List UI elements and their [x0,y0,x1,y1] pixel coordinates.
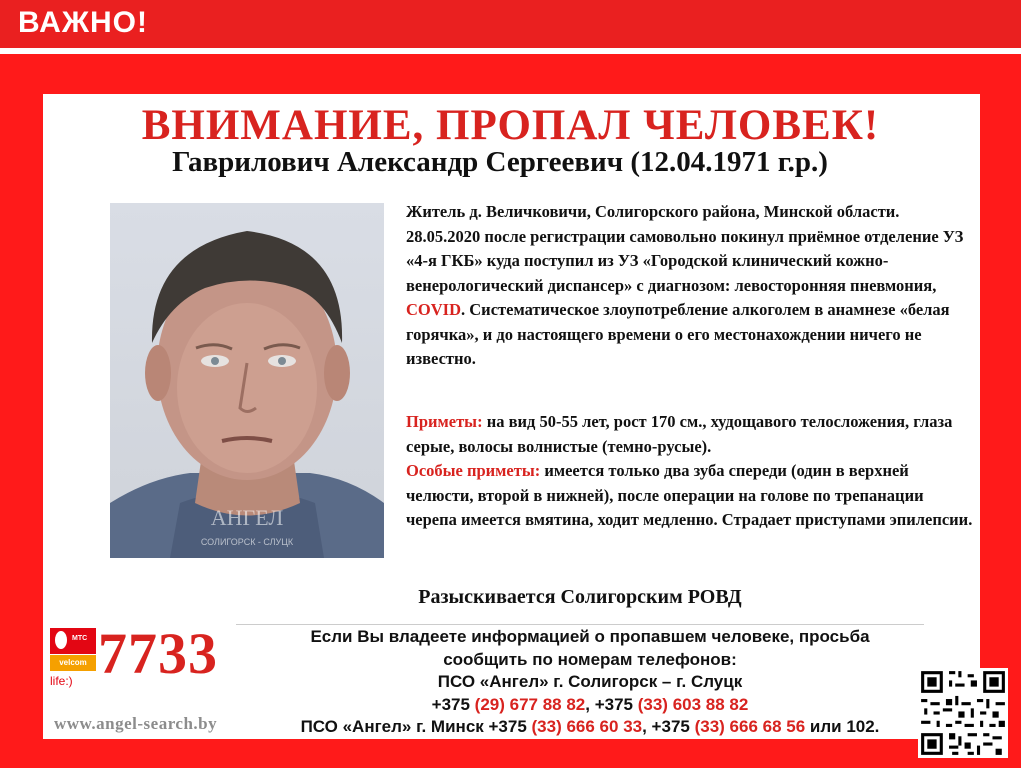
description-covid: COVID [406,300,462,319]
mobile-operators-logos [50,628,96,690]
qr-code-graphic [918,668,1008,758]
website-link[interactable]: www.angel-search.by [54,714,218,733]
contact-line-4 [250,694,930,717]
special-signs-label: Особые приметы: [406,461,541,480]
description-text [406,200,966,372]
description-main: Житель д. Величковичи, Солигорского района, Минской области. 28.05.2020 после регистрации самовольно покинул приёмное отделение УЗ «4-я ГКБ» куда поступил из УЗ «Городской клинический кожно-венерологический диспансер» с диагнозом: левосторонняя пневмония, [406,202,964,295]
signs-body: на вид 50-55 лет, рост 170 см., худощавого телосложения, глаза серые, волосы волнистые (темно-русые). [406,412,953,456]
header-divider-red [0,54,1021,62]
contact-line-3: ПСО «Ангел» г. Солигорск – г. Слуцк [437,672,743,691]
wanted-by: Разыскивается Солигорским РОВД [418,586,742,608]
signs-label: Приметы: [406,412,483,431]
missing-person-photo [110,203,384,558]
contact-line-1: Если Вы владеете информацией о пропавшем человеке, просьба [310,627,870,646]
velcom-logo: velcom [50,655,96,671]
contact-line-5 [250,716,930,739]
signs-text [406,410,976,533]
phone-soligorsk-2[interactable]: (33) 603 88 82 [637,694,749,714]
contact-line-2: сообщить по номерам телефонов: [443,649,737,669]
qr-code-icon[interactable] [918,668,1008,758]
mts-label: МТС [72,635,88,642]
phone-soligorsk-1[interactable]: (29) 677 88 82 [474,694,586,714]
description-tail: . Систематическое злоупотребление алкоголем в анамнезе «белая горячка», и до настоящего времени о его местонахождении ничего не известно. [406,300,950,368]
contact-divider [236,624,924,625]
short-number[interactable]: 7733 [98,621,218,686]
contact-block [250,626,930,739]
mts-logo [50,628,96,654]
mts-egg-icon [55,631,67,649]
watermark-brand: АНГЕЛ [210,505,284,530]
emergency-suffix: или 102. [805,717,880,736]
header-band [0,0,1021,48]
header-label: ВАЖНО! [18,6,148,39]
phone-separator: , +375 [585,694,638,714]
special-signs-body: имеется только два зуба спереди (один в верхней челюсти, второй в нижней), после операции на голове по трепанации черепа имеется вмятина, ходит медленно. Страдает приступами эпилепсии. [406,461,973,529]
headline: ВНИМАНИЕ, ПРОПАЛ ЧЕЛОВЕК! [141,102,880,149]
phone-minsk-1[interactable]: (33) 666 60 33 [531,717,643,736]
minsk-prefix: ПСО «Ангел» г. Минск +375 [300,717,532,736]
phone-prefix: +375 [431,694,475,714]
watermark-city: СОЛИГОРСК - СЛУЦК [200,537,294,547]
life-logo: life:) [50,672,96,690]
portrait-illustration [110,203,384,558]
phone-separator: , +375 [642,717,695,736]
phone-minsk-2[interactable]: (33) 666 68 56 [694,717,806,736]
person-name: Гаврилович Александр Сергеевич (12.04.1971 г.р.) [172,146,828,178]
